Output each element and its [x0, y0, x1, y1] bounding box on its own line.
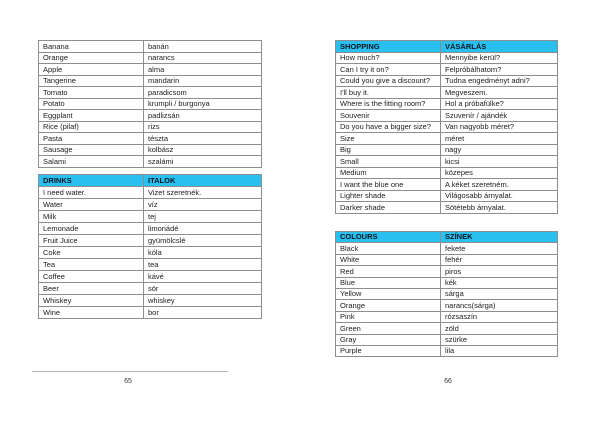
cell-english: Purple: [336, 345, 441, 356]
table-row: [39, 75, 262, 87]
cell-hungarian: bor: [144, 307, 262, 319]
cell-english: Salami: [39, 156, 144, 168]
cell-english: Green: [336, 323, 441, 334]
table-row: [39, 199, 262, 211]
table-header-row: [39, 175, 262, 187]
table-row: [39, 307, 262, 319]
table-row: [39, 283, 262, 295]
cell-english: Sausage: [39, 144, 144, 156]
cell-hungarian: piros: [441, 266, 558, 277]
table-row: [39, 41, 262, 53]
cell-english: Orange: [39, 52, 144, 64]
cell-hungarian: kék: [441, 277, 558, 288]
table-row: [336, 98, 558, 110]
table-row: [336, 179, 558, 191]
cell-hungarian: narancs: [144, 52, 262, 64]
cell-hungarian: mandarin: [144, 75, 262, 87]
table-row: [39, 144, 262, 156]
cell-hungarian: közepes: [441, 167, 558, 179]
cell-hungarian: Sötétebb árnyalat.: [441, 202, 558, 214]
cell-english: Size: [336, 133, 441, 145]
cell-english: Apple: [39, 64, 144, 76]
cell-hungarian: fekete: [441, 243, 558, 254]
cell-hungarian: kolbász: [144, 144, 262, 156]
cell-hungarian: méret: [441, 133, 558, 145]
table-row: [336, 277, 558, 288]
cell-english: Black: [336, 243, 441, 254]
cell-english: I need water.: [39, 187, 144, 199]
table-row: [39, 235, 262, 247]
page-right: [300, 0, 600, 425]
cell-english: Lemonade: [39, 223, 144, 235]
table-row: [336, 190, 558, 202]
cell-hungarian: rózsaszín: [441, 311, 558, 322]
cell-hungarian: banán: [144, 41, 262, 53]
cell-english: Red: [336, 266, 441, 277]
shopping-vocabulary-table: [335, 40, 558, 214]
cell-english: Eggplant: [39, 110, 144, 122]
cell-hungarian: szalámi: [144, 156, 262, 168]
cell-english: Banana: [39, 41, 144, 53]
header-cell-english: DRINKS: [39, 175, 144, 187]
cell-english: Tea: [39, 259, 144, 271]
cell-hungarian: Világosabb árnyalat.: [441, 190, 558, 202]
table-row: [39, 87, 262, 99]
cell-hungarian: alma: [144, 64, 262, 76]
cell-english: Can I try it on?: [336, 64, 441, 76]
header-cell-english: SHOPPING: [336, 41, 441, 53]
cell-english: Gray: [336, 334, 441, 345]
cell-hungarian: sárga: [441, 288, 558, 299]
table-row: [336, 144, 558, 156]
header-cell-hungarian: SZÍNEK: [441, 232, 558, 243]
header-cell-hungarian: ITALOK: [144, 175, 262, 187]
table-row: [336, 288, 558, 299]
cell-hungarian: padlizsán: [144, 110, 262, 122]
cell-english: Souvenir: [336, 110, 441, 122]
cell-hungarian: kicsi: [441, 156, 558, 168]
table-row: [336, 75, 558, 87]
table-row: [336, 323, 558, 334]
cell-english: Fruit Juice: [39, 235, 144, 247]
table-row: [336, 254, 558, 265]
table-row: [39, 187, 262, 199]
table-row: [336, 167, 558, 179]
table-row: [336, 64, 558, 76]
cell-english: Rice (pilaf): [39, 121, 144, 133]
cell-hungarian: kóla: [144, 247, 262, 259]
cell-english: Tomato: [39, 87, 144, 99]
page-number-right: 66: [444, 378, 452, 385]
cell-english: Milk: [39, 211, 144, 223]
cell-hungarian: tej: [144, 211, 262, 223]
table-row: [336, 156, 558, 168]
cell-english: Beer: [39, 283, 144, 295]
cell-english: Yellow: [336, 288, 441, 299]
cell-english: Wine: [39, 307, 144, 319]
cell-english: Coffee: [39, 271, 144, 283]
cell-english: Pink: [336, 311, 441, 322]
table-row: [336, 121, 558, 133]
drinks-vocabulary-table: [38, 174, 262, 319]
table-row: [39, 133, 262, 145]
table-row: [336, 345, 558, 356]
table-header-row: [336, 41, 558, 53]
cell-hungarian: tészta: [144, 133, 262, 145]
cell-hungarian: zöld: [441, 323, 558, 334]
table-row: [336, 334, 558, 345]
cell-hungarian: Mennyibe kerül?: [441, 52, 558, 64]
cell-hungarian: fehér: [441, 254, 558, 265]
cell-hungarian: szürke: [441, 334, 558, 345]
cell-english: Water: [39, 199, 144, 211]
cell-english: Lighter shade: [336, 190, 441, 202]
cell-english: Whiskey: [39, 295, 144, 307]
table-row: [39, 64, 262, 76]
cell-hungarian: rizs: [144, 121, 262, 133]
table-row: [39, 259, 262, 271]
table-row: [39, 121, 262, 133]
table-row: [39, 271, 262, 283]
header-cell-hungarian: VÁSÁRLÁS: [441, 41, 558, 53]
cell-english: White: [336, 254, 441, 265]
table-row: [336, 202, 558, 214]
cell-hungarian: Megveszem.: [441, 87, 558, 99]
table-row: [39, 110, 262, 122]
cell-hungarian: narancs(sárga): [441, 300, 558, 311]
cell-english: Where is the fitting room?: [336, 98, 441, 110]
cell-english: Pasta: [39, 133, 144, 145]
cell-hungarian: Szuvenír / ajándék: [441, 110, 558, 122]
cell-hungarian: Vizet szeretnék.: [144, 187, 262, 199]
cell-hungarian: lila: [441, 345, 558, 356]
cell-hungarian: Tudna engedményt adni?: [441, 75, 558, 87]
table-row: [336, 87, 558, 99]
table-row: [336, 266, 558, 277]
table-row: [336, 243, 558, 254]
cell-hungarian: kávé: [144, 271, 262, 283]
cell-english: Could you give a discount?: [336, 75, 441, 87]
cell-hungarian: krumpli / burgonya: [144, 98, 262, 110]
table-row: [39, 295, 262, 307]
table-row: [336, 110, 558, 122]
header-cell-english: COLOURS: [336, 232, 441, 243]
table-row: [39, 247, 262, 259]
cell-english: Potato: [39, 98, 144, 110]
cell-english: Big: [336, 144, 441, 156]
table-row: [39, 52, 262, 64]
cell-english: Small: [336, 156, 441, 168]
cell-english: Orange: [336, 300, 441, 311]
table-row: [39, 156, 262, 168]
cell-hungarian: tea: [144, 259, 262, 271]
cell-english: Medium: [336, 167, 441, 179]
cell-hungarian: paradicsom: [144, 87, 262, 99]
food-vocabulary-table: [38, 40, 262, 168]
table-header-row: [336, 232, 558, 243]
cell-hungarian: sör: [144, 283, 262, 295]
table-row: [336, 52, 558, 64]
cell-hungarian: gyümölcslé: [144, 235, 262, 247]
cell-hungarian: Hol a próbafülke?: [441, 98, 558, 110]
cell-hungarian: Van nagyobb méret?: [441, 121, 558, 133]
cell-english: Darker shade: [336, 202, 441, 214]
cell-hungarian: A kéket szeretném.: [441, 179, 558, 191]
cell-hungarian: nagy: [441, 144, 558, 156]
table-row: [39, 211, 262, 223]
cell-english: Tangerine: [39, 75, 144, 87]
cell-english: I'll buy it.: [336, 87, 441, 99]
table-row: [336, 300, 558, 311]
cell-hungarian: víz: [144, 199, 262, 211]
cell-english: Do you have a bigger size?: [336, 121, 441, 133]
cell-hungarian: limonádé: [144, 223, 262, 235]
cell-hungarian: whiskey: [144, 295, 262, 307]
page-number-left: 65: [124, 378, 132, 385]
cell-hungarian: Felpróbálhatom?: [441, 64, 558, 76]
table-row: [336, 133, 558, 145]
table-row: [39, 223, 262, 235]
cell-english: Blue: [336, 277, 441, 288]
cell-english: Coke: [39, 247, 144, 259]
colours-vocabulary-table: [335, 231, 558, 357]
table-row: [39, 98, 262, 110]
cell-english: I want the blue one: [336, 179, 441, 191]
footer-divider: [32, 371, 228, 372]
cell-english: How much?: [336, 52, 441, 64]
table-row: [336, 311, 558, 322]
